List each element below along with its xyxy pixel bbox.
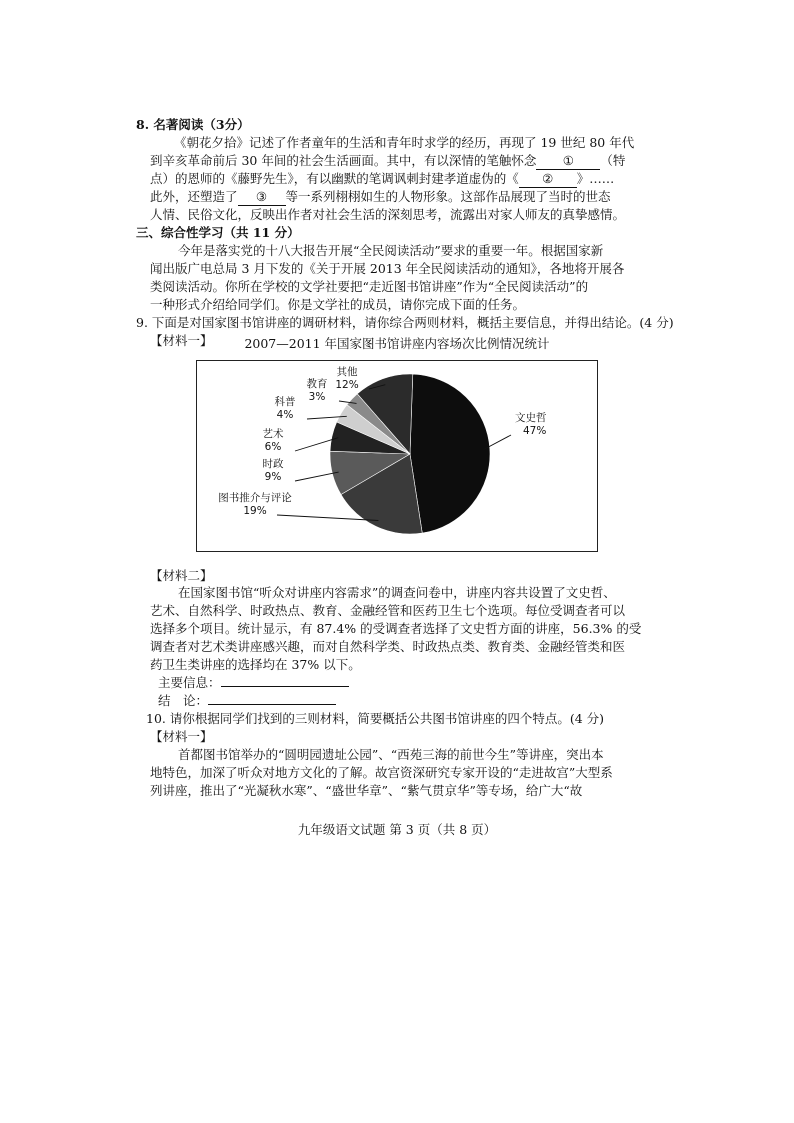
pie-slice	[410, 374, 490, 533]
answer-blank-1[interactable]: ①	[536, 152, 600, 170]
main-info-row: 主要信息：	[158, 674, 349, 691]
pie-chart-frame	[196, 360, 598, 552]
slice-label: 时政	[262, 458, 284, 470]
q8-heading: 8. 名著阅读（3分）	[136, 117, 250, 132]
q10-material-line: 地特色，加深了听众对地方文化的了解。故宫资深研究专家开设的“走进故宫”大型系	[150, 765, 613, 780]
slice-percent: 6%	[264, 441, 282, 453]
pie-chart	[197, 361, 596, 550]
q10-material-line: 首都图书馆举办的“圆明园遗址公园”、“西苑三海的前世今生”等讲座，突出本	[178, 747, 604, 762]
q8-paragraph-line: 点）的恩师的《藤野先生》，有以幽默的笔调讽刺封建孝道虚伪的《 ② 》……	[150, 171, 615, 186]
slice-percent: 9%	[264, 471, 282, 483]
main-info-answer-line[interactable]	[221, 674, 349, 687]
q9-heading: 9. 下面是对国家图书馆讲座的调研材料，请你综合两则材料，概括主要信息，并得出结论。(4 分)	[136, 315, 674, 330]
page-footer: 九年级语文试题 第 3 页（共 8 页）	[297, 822, 497, 837]
q10-material1-label: 【材料一】	[150, 729, 213, 744]
q8-paragraph-line: 到辛亥革命前后 30 年间的社会生活画面。其中，有以深情的笔触怀念 ① （特	[150, 153, 626, 168]
slice-label: 艺术	[262, 428, 284, 440]
q9-material2-label: 【材料二】	[150, 568, 213, 583]
leader-line	[295, 472, 339, 481]
section3-intro-line: 今年是落实党的十八大报告开展“全民阅读活动”要求的重要一年。根据国家新	[178, 243, 604, 258]
q8-paragraph-line: 此外，还塑造了 ③ 等一系列栩栩如生的人物形象。这部作品展现了当时的世态	[150, 189, 611, 204]
slice-label: 文史哲	[515, 412, 547, 424]
slice-label: 图书推介与评论	[218, 492, 292, 504]
slice-label: 科普	[274, 396, 296, 408]
section3-heading: 三、综合性学习（共 11 分）	[136, 225, 300, 240]
section3-intro-line: 类阅读活动。你所在学校的文学社要把“走近图书馆讲座”作为“全民阅读活动”的	[150, 279, 589, 294]
q9-material1-label: 【材料一】	[150, 333, 213, 348]
slice-label: 教育	[306, 378, 328, 390]
conclusion-answer-line[interactable]	[208, 692, 336, 705]
material2-line: 药卫生类讲座的选择均在 37% 以下。	[150, 657, 361, 672]
answer-blank-2[interactable]: ②	[519, 170, 577, 188]
slice-percent: 4%	[276, 409, 294, 421]
q10-material-line: 列讲座，推出了“光凝秋水寒”、“盛世华章”、“紫气贯京华”等专场，给广大“故	[150, 783, 583, 798]
chart-title: 2007—2011 年国家图书馆讲座内容场次比例情况统计	[244, 336, 550, 351]
section3-intro-line: 闻出版广电总局 3 月下发的《关于开展 2013 年全民阅读活动的通知》，各地将开展各	[150, 261, 625, 276]
q8-paragraph-line: 《朝花夕拾》记述了作者童年的生活和青年时求学的经历，再现了 19 世纪 80 年代	[174, 135, 635, 150]
q8-paragraph-line: 人情、民俗文化，反映出作者对社会生活的深刻思考，流露出对家人师友的真挚感情。	[150, 207, 626, 222]
material2-line: 选择多个项目。统计显示，有 87.4% 的受调查者选择了文史哲方面的讲座，56.3% 的受	[150, 621, 642, 636]
material2-line: 调查者对艺术类讲座感兴趣，而对自然科学类、时政热点类、教育类、金融经管类和医	[150, 639, 626, 654]
section3-intro-line: 一种形式介绍给同学们。你是文学社的成员，请你完成下面的任务。	[150, 297, 526, 312]
slice-percent: 47%	[523, 425, 547, 437]
q10-heading: 10. 请你根据同学们找到的三则材料，简要概括公共图书馆讲座的四个特点。(4 分)	[146, 711, 605, 726]
slice-label: 其他	[336, 366, 358, 378]
slice-percent: 12%	[335, 379, 359, 391]
material2-line: 艺术、自然科学、时政热点、教育、金融经管和医药卫生七个选项。每位受调查者可以	[150, 603, 626, 618]
answer-blank-3[interactable]: ③	[238, 188, 286, 206]
conclusion-row: 结 论：	[158, 692, 336, 709]
material2-line: 在国家图书馆“听众对讲座内容需求”的调查问卷中，讲座内容共设置了文史哲、	[178, 585, 616, 600]
slice-percent: 19%	[243, 505, 267, 517]
slice-percent: 3%	[308, 391, 326, 403]
